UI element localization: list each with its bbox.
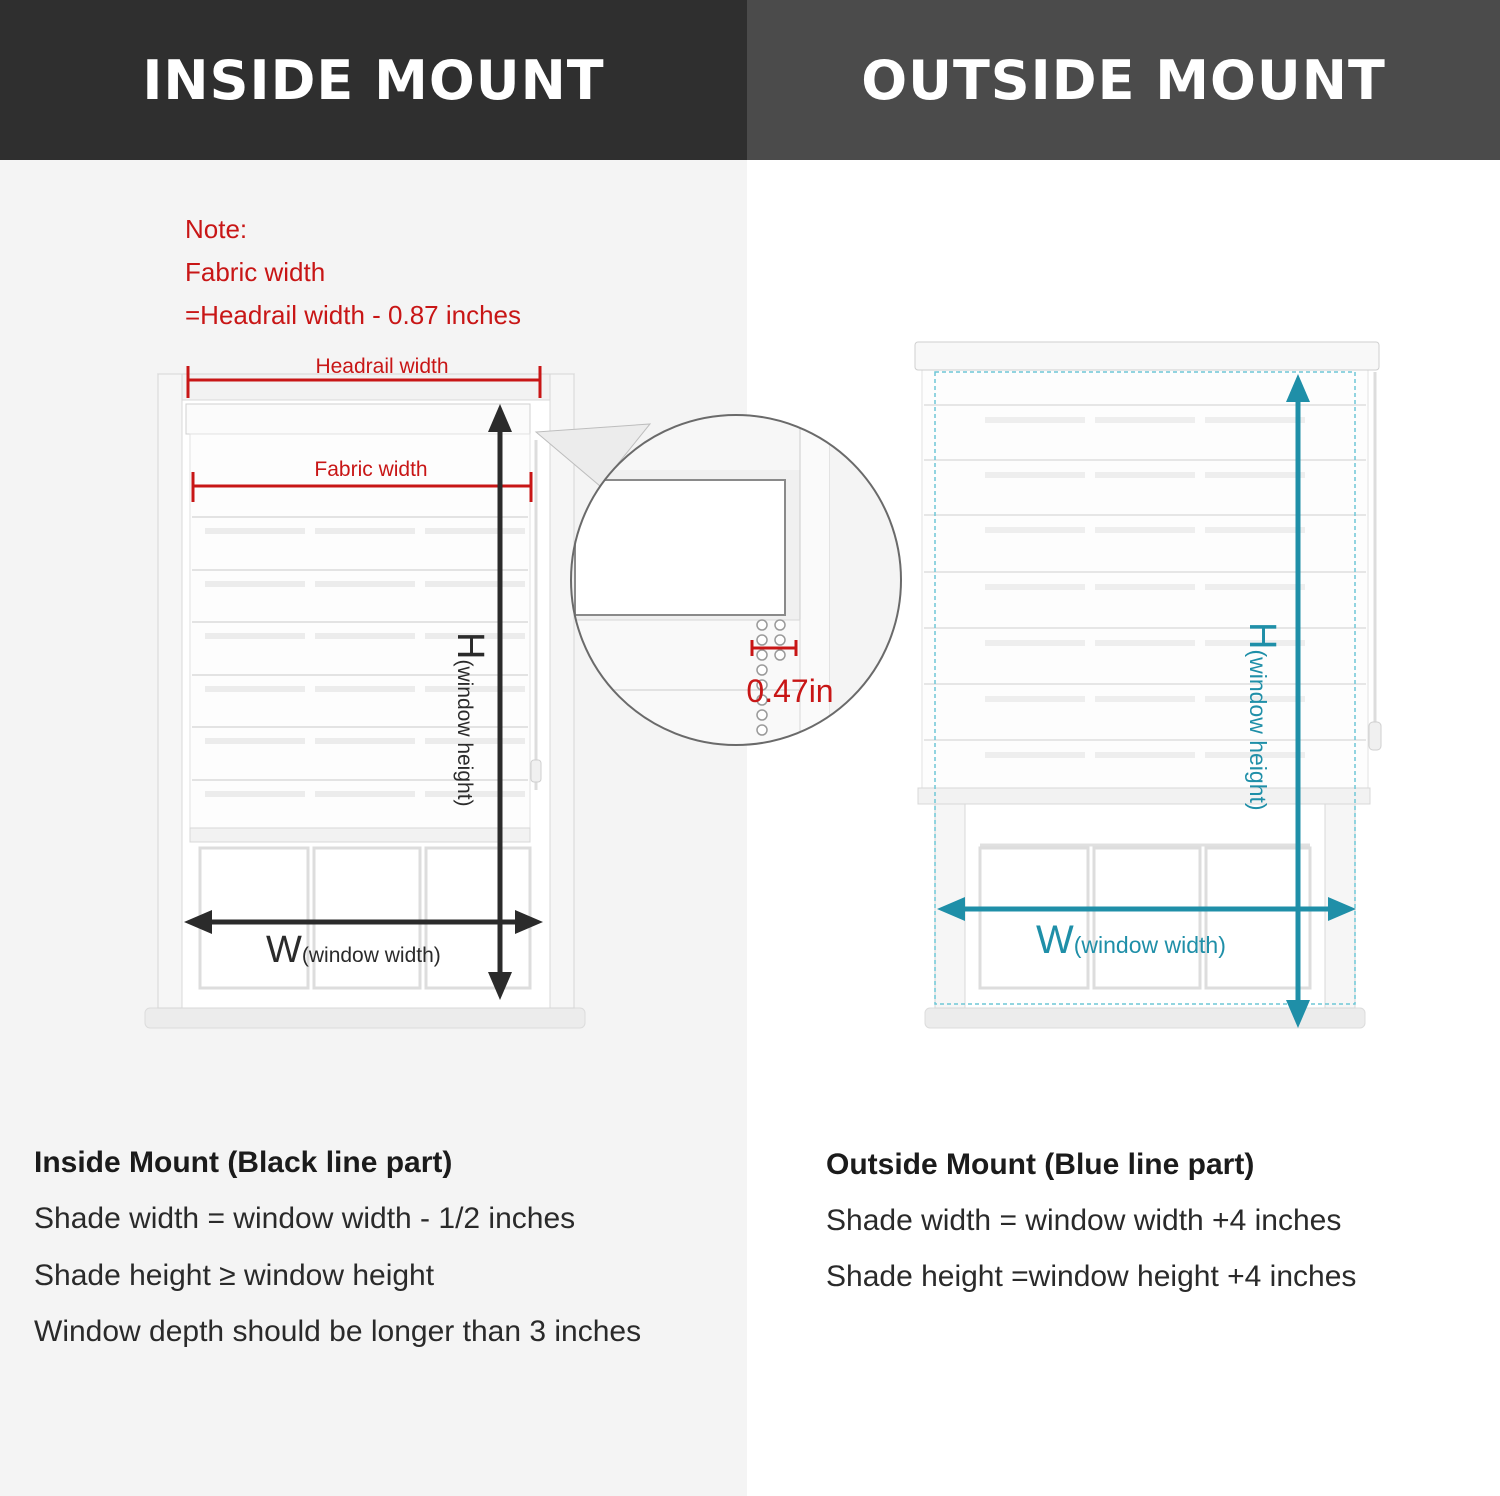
inside-width-text: (window width) — [301, 944, 441, 967]
outside-width-letter: W — [1036, 918, 1074, 962]
outside-window-illustration — [915, 342, 1381, 1028]
inside-description-title: Inside Mount (Black line part) — [34, 1146, 453, 1179]
note-fabric-width: Fabric width — [185, 257, 326, 287]
outside-height-text: (window height) — [1245, 649, 1271, 811]
fabric-width-label: Fabric width — [314, 458, 428, 481]
outside-description-title: Outside Mount (Blue line part) — [826, 1148, 1255, 1181]
inside-width-letter: W — [266, 929, 302, 971]
zoom-detail-loupe — [536, 410, 920, 750]
outside-shade-width-rule: Shade width = window width +4 inches — [826, 1204, 1342, 1237]
headrail-width-label: Headrail width — [315, 355, 449, 378]
outside-width-text: (window width) — [1073, 932, 1226, 958]
outside-shade-height-rule: Shade height =window height +4 inches — [826, 1260, 1357, 1293]
gap-label: 0.47in — [746, 673, 834, 709]
inside-shade-width-rule: Shade width = window width - 1/2 inches — [34, 1202, 576, 1235]
inside-height-letter: H — [449, 632, 491, 660]
inside-window-depth-rule: Window depth should be longer than 3 inches — [34, 1315, 642, 1348]
outside-height-letter: H — [1241, 622, 1283, 650]
inside-height-text: (window height) — [453, 659, 476, 807]
note-heading: Note: — [185, 214, 248, 244]
note-formula: =Headrail width - 0.87 inches — [185, 300, 522, 330]
inside-shade-height-rule: Shade height ≥ window height — [34, 1259, 435, 1292]
outside-mount-header: OUTSIDE MOUNT — [747, 0, 1500, 160]
inside-mount-header: INSIDE MOUNT — [0, 0, 747, 160]
